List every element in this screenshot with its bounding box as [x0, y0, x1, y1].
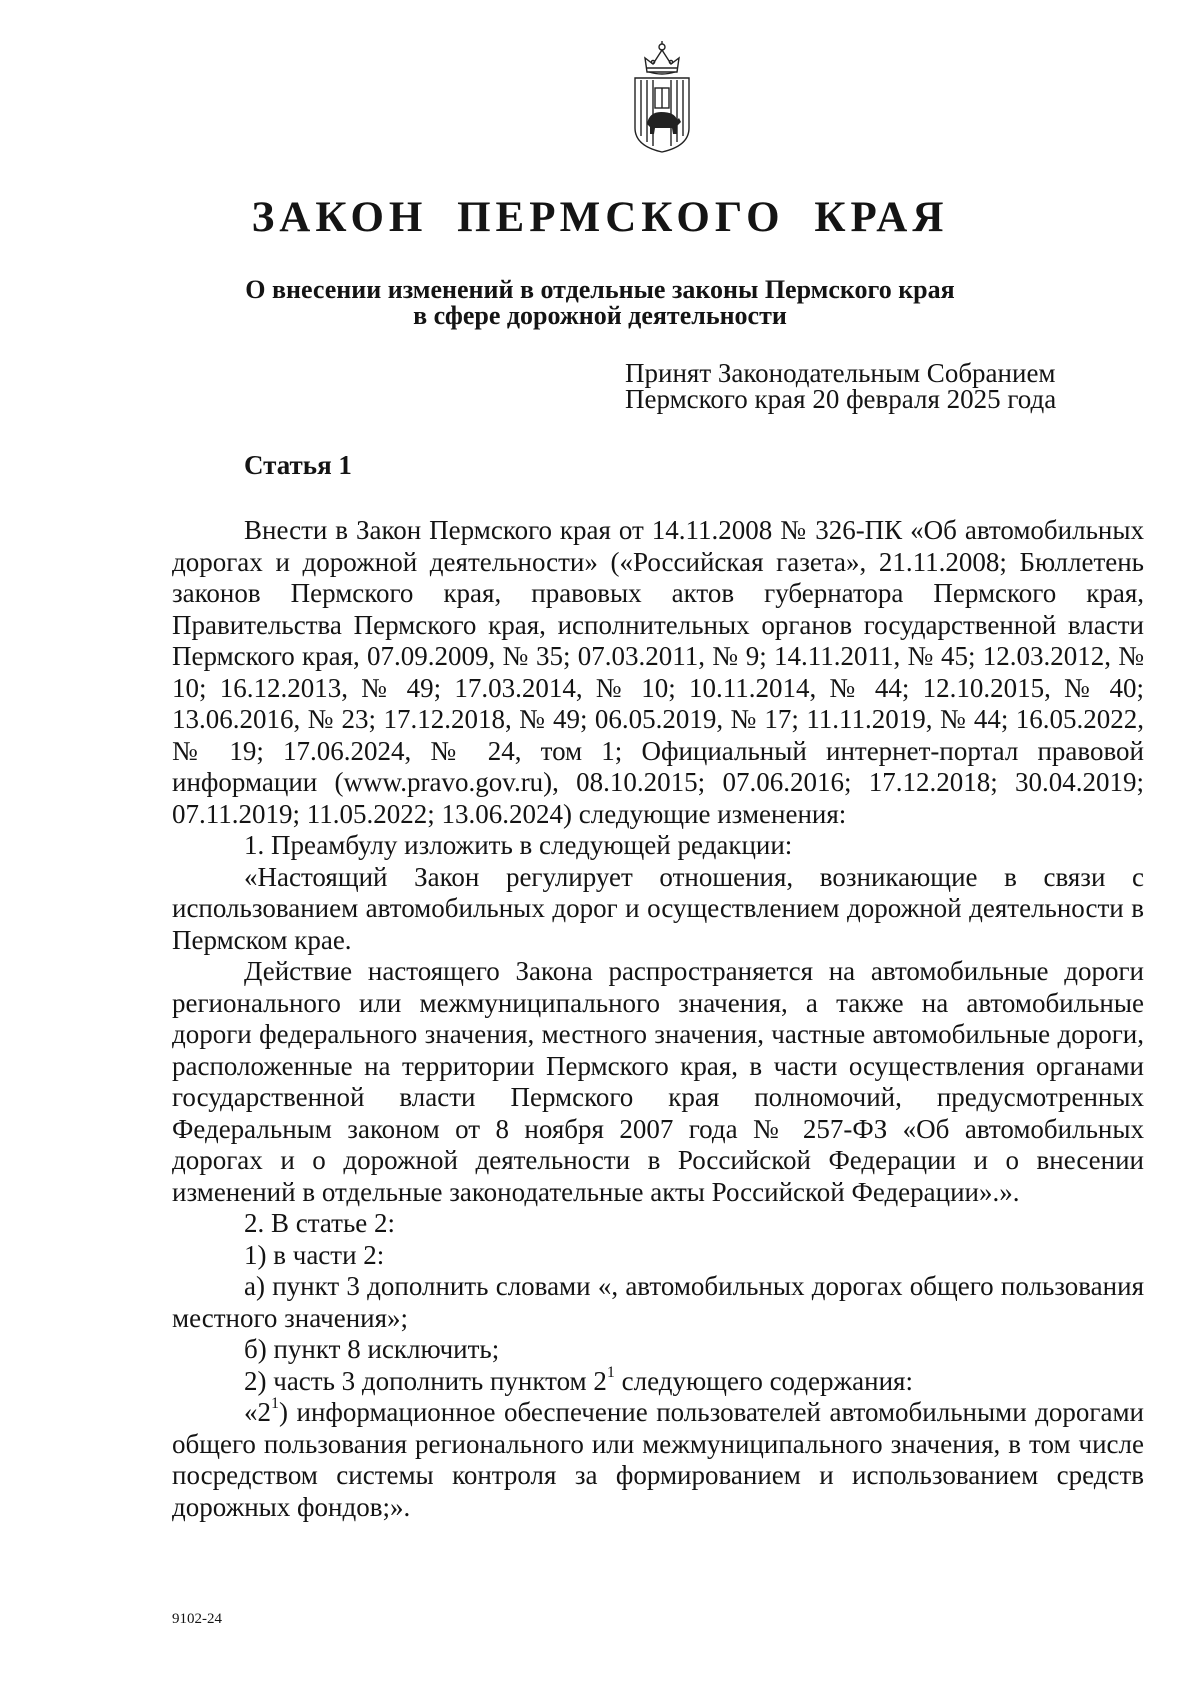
item-1: 1. Преамбулу изложить в следующей редакции: [244, 830, 793, 860]
article-heading: Статья 1 [244, 450, 352, 480]
subtitle-line-1: О внесении изменений в отдельные законы Пермского края [245, 275, 955, 304]
sub-item-2 [172, 1363, 1144, 1398]
sub-item-b: б) пункт 8 исключить; [244, 1334, 500, 1364]
law-title: ЗАКОН ПЕРМСКОГО КРАЯ [251, 194, 949, 241]
sub-item-a: а) пункт 3 дополнить словами «, автомобильных дорогах общего пользования местного значения»; [172, 1271, 1144, 1333]
item-2: 2. В статье 2: [244, 1208, 396, 1238]
preamble-quote-2: Действие настоящего Закона распространяется на автомобильные дороги регионального или межмуниципального значения, а также на автомобильные дороги федерального значения, местного значения, частные автомобильные дороги, расположенные на территории Пермского края, в части осуществления органами государственной власти Пермского края полномочий, предусмотренных Федеральным законом от 8 ноября 2007 года № 257-ФЗ «Об автомобильных дорогах и о дорожной деятельности в Российской Федерации и о внесении изменений в отдельные законодательные акты Российской Федерации».». [172, 956, 1144, 1207]
subtitle-line-2: в сфере дорожной деятельности [413, 301, 787, 330]
new-point-superscript: 1 [271, 1395, 279, 1412]
new-point-quote [172, 1397, 1144, 1523]
law-subtitle [0, 277, 1200, 329]
adoption-note [625, 360, 1085, 412]
adoption-line-2: Пермского края 20 февраля 2025 года [625, 384, 1057, 414]
intro-paragraph: Внести в Закон Пермского края от 14.11.2008 № 326-ПК «Об автомобильных дорогах и дорожной деятельности» («Российская газета», 21.11.2008; Бюллетень законов Пермского края, правовых актов губернатора Пермского края, Правительства Пермского края, исполнительных органов государственной власти Пермского края, 07.09.2009, № 35; 07.03.2011, № 9; 14.11.2011, № 45; 12.03.2012, № 10; 16.12.2013, № 49; 17.03.2014, № 10; 10.11.2014, № 44; 12.10.2015, № 40; 13.06.2016, № 23; 17.12.2018, № 49; 06.05.2019, № 17; 11.11.2019, № 44; 16.05.2022, № 19; 17.06.2024, № 24, том 1; Официальный интернет-портал правовой информации (www.pravo.gov.ru), 08.10.2015; 07.06.2016; 17.12.2018; 30.04.2019; 07.11.2019; 11.05.2022; 13.06.2024) следующие изменения: [172, 515, 1144, 829]
perm-krai-coat-of-arms-icon [625, 38, 699, 154]
sub-item-1: 1) в части 2: [244, 1239, 385, 1270]
preamble-quote-1: «Настоящий Закон регулирует отношения, возникающие в связи с использованием автомобильных дорог и осуществлением дорожной деятельности в Пермском крае. [172, 861, 1144, 955]
new-point-text: ) информационное обеспечение пользователей автомобильными дорогами общего пользования регионального или межмуниципального значения, в том числе посредством системы контроля за формированием и использованием средств дорожных фондов;». [172, 1397, 1144, 1522]
sub-item-2-tail: следующего содержания: [614, 1365, 913, 1396]
new-point-number: «2 [244, 1397, 271, 1427]
sub-item-2-text: 2) часть 3 дополнить пунктом 2 [244, 1365, 607, 1396]
adoption-line-1: Принят Законодательным Собранием [625, 358, 1056, 388]
document-code: 9102-24 [172, 1611, 222, 1627]
article-body [172, 515, 1144, 1523]
sub-item-2-superscript: 1 [606, 1363, 615, 1381]
